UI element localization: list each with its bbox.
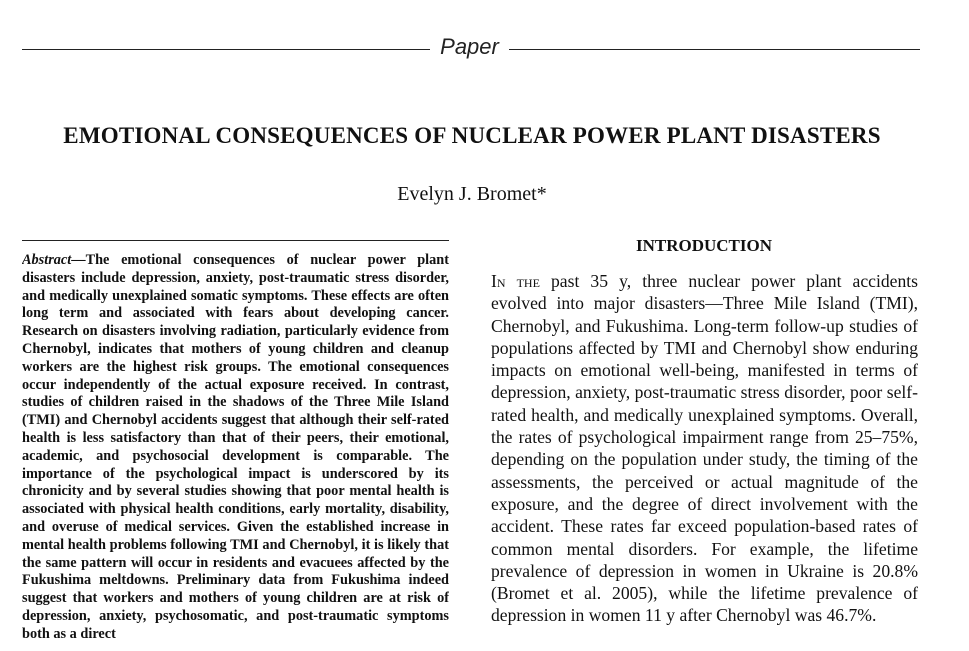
header-rule-right — [509, 49, 920, 50]
introduction-text: past 35 y, three nuclear power plant accidents evolved into major disasters—Three Mile Island (TMI), Chernobyl, and Fukushima. Long-term follow-up studies of populations affected by TMI and Chernobyl show enduring impacts on emotional well-being, manifested in terms of depression, anxiety, post-traumatic stress disorder, poor self-rated health, and medically unexplained symptoms. Overall, the rates of psychological impairment range from 25–75%, depending on the population under study, the timing of the assessments, the perceived or actual magnitude of the exposure, and the degree of direct involvement with the accident. These rates far exceed population-based rates of common mental disorders. For example, the lifetime prevalence of depression in women in Ukraine is 20.8% (Bromet et al. 2005), while the lifetime prevalence of depression in women 11 y after Chernobyl was 46.7%. — [491, 271, 918, 626]
header-rule-left — [22, 49, 430, 50]
abstract-text: —The emotional consequences of nuclear power plant disasters include depression, anxiety, post-traumatic stress disorder, and medically unexplained somatic symptoms. These effects are often long term and associated with fears about developing cancer. Research on disasters involving radiation, particularly evidence from Chernobyl, indicates that mothers of young children and cleanup workers are the highest risk groups. The emotional consequences occur independently of the actual exposure received. In contrast, studies of children raised in the shadows of the Three Mile Island (TMI) and Chernobyl accidents suggest that although their self-rated health is less satisfactory than that of their peers, their emotional, academic, and psychosocial development is comparable. The importance of the psychological impact is underscored by its chronicity and by several studies showing that poor mental health is associated with physical health conditions, early mortality, disability, and overuse of medical services. Given the established increase in mental health problems following TMI and Chernobyl, it is likely that the same pattern will occur in residents and evacuees affected by the Fukushima meltdowns. Preliminary data from Fukushima indeed suggest that workers and mothers of young children are at risk of depression, anxiety, psychosomatic, and post-traumatic symptoms both as a direct — [22, 252, 449, 642]
introduction-lead: In the — [491, 271, 540, 291]
article-title: EMOTIONAL CONSEQUENCES OF NUCLEAR POWER PLANT DISASTERS — [63, 123, 881, 148]
introduction-heading: INTRODUCTION — [635, 236, 773, 255]
abstract-label: Abstract — [22, 252, 72, 268]
abstract-rule — [22, 240, 449, 241]
journal-section-label: Paper — [440, 34, 499, 59]
abstract-block — [22, 252, 449, 651]
article-author: Evelyn J. Bromet* — [397, 183, 547, 205]
introduction-body — [491, 270, 918, 651]
